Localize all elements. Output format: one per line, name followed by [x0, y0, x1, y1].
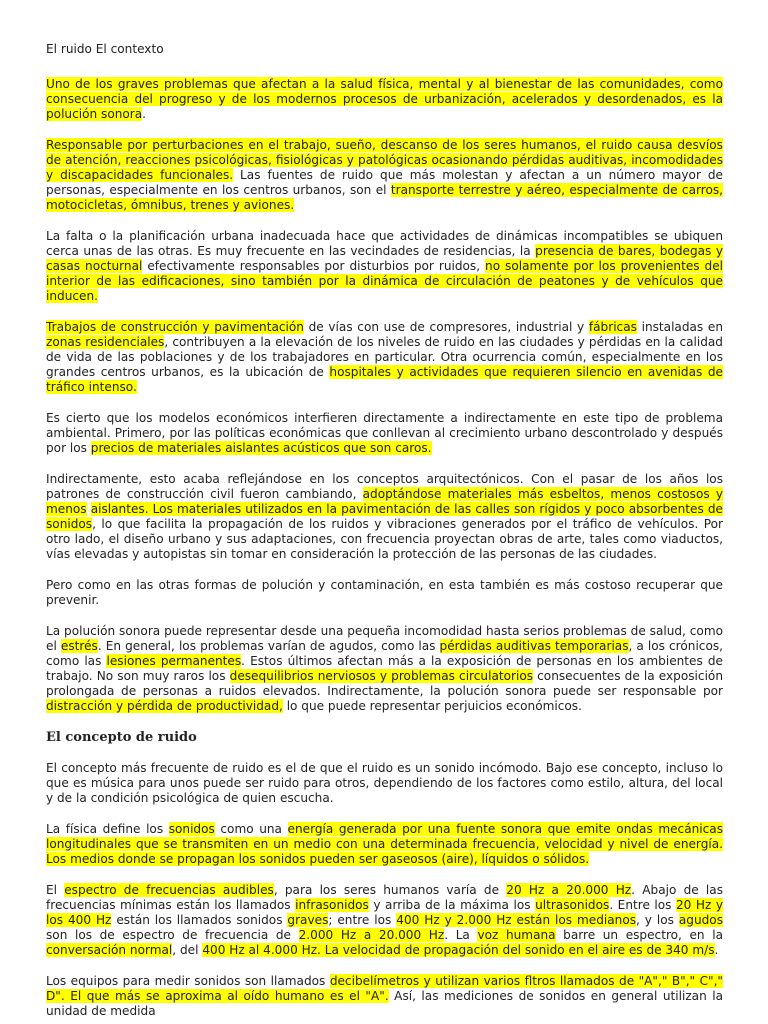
text-run: El	[46, 883, 65, 897]
highlighted-text: transporte terrestre y aéreo, especialmente de carros, motocicletas, ómnibus, trenes y aviones.	[46, 183, 723, 212]
text-run: ; entre los	[328, 913, 397, 927]
highlighted-text: energía generada por una fuente sonora que emite ondas mecánicas longitudinales que se transmiten en un medio con una determinada frecuencia, velocidad y nivel de energía. Los medios donde se propagan los sonidos pueden ser gaseosos (aire), líquidos o sólidos.	[46, 822, 723, 866]
paragraph	[46, 320, 723, 395]
highlighted-text: 20 Hz a 20.000 Hz	[506, 883, 632, 897]
highlighted-text: Uno de los graves problemas que afectan a la salud física, mental y al bienestar de las comunidades, como consecuencia del progreso y de los modernos procesos de urbanización, acelerados y desordenados, es la polución sonora	[46, 77, 723, 121]
text-run: Así, las mediciones de sonidos en general utilizan la unidad de medida	[46, 989, 724, 1018]
highlighted-text: presencia de bares, bodegas y casas nocturnal	[46, 244, 723, 273]
highlighted-text: distracción y pérdida de productividad,	[46, 699, 283, 713]
highlighted-text: conversación normal	[46, 943, 173, 957]
text-run: Las fuentes de ruido que más molestan y afectan a un número mayor de personas, especialmente en los centros urbanos, son el	[46, 168, 723, 197]
text-run: están los llamados sonidos	[111, 913, 288, 927]
highlighted-text: ultrasonidos	[535, 898, 610, 912]
highlighted-text: 400 Hz y 2.000 Hz están los medianos	[396, 913, 637, 927]
paragraph	[46, 411, 723, 456]
text-run: , del	[172, 943, 203, 957]
text-run: . Abajo de las frecuencias mínimas están los llamados	[46, 883, 723, 912]
text-run: . Entre los	[609, 898, 676, 912]
text-run: efectivamente responsables por disturbios por ruidos,	[142, 259, 486, 273]
highlighted-text: 2.000 Hz a 20.000 Hz	[298, 928, 445, 942]
text-run: lo que puede representar perjuicios económicos.	[282, 699, 582, 713]
highlighted-text: decibelímetros y utilizan varios fltros llamados de "A"," B"," C"," D". El que más se aproxima al oído humano es el "A".	[46, 974, 723, 1003]
text-run: , para los seres humanos varía de	[273, 883, 507, 897]
text-run: .	[714, 943, 719, 957]
section-heading: El concepto de ruido	[46, 730, 197, 745]
highlighted-text: agudos	[678, 913, 723, 927]
document-body	[46, 77, 723, 1019]
paragraph	[46, 77, 723, 122]
highlighted-text: 400 Hz al 4.000 Hz. La velocidad de propagación del sonido en el aire es de 340 m/s	[202, 943, 715, 957]
text-run: como una	[214, 822, 288, 836]
highlighted-text: 20 Hz y los 400 Hz	[46, 898, 723, 927]
highlighted-text: lesiones permanentes	[106, 654, 242, 668]
highlighted-text: voz humana	[477, 928, 556, 942]
text-run: de vías con use de compresores, industrial y	[303, 320, 589, 334]
text-run: La falta o la planificación urbana inadecuada hace que actividades de dinámicas incompatibles se ubiquen cerca unas de las otras. Es muy frecuente en las vecindades de residencias, la	[46, 229, 723, 258]
highlighted-text: aislantes. Los materiales utilizados en la pavimentación de las calles son rígidos y poco absorbentes de sonidos	[46, 502, 723, 531]
highlighted-text: estrés	[60, 639, 98, 653]
paragraph	[46, 822, 723, 867]
paragraph	[46, 578, 723, 608]
text-run: Es cierto que los modelos económicos interfieren directamente a indirectamente en este tipo de problema ambiental. Primero, por las políticas económicas que conllevan al crecimiento urbano descontrolado y después por los	[46, 411, 723, 455]
paragraph	[46, 624, 723, 714]
text-run: , y los	[636, 913, 679, 927]
highlighted-text: pérdidas auditivas temporarias	[439, 639, 629, 653]
text-run: son los de espectro de frecuencia de	[46, 928, 299, 942]
paragraph	[46, 138, 723, 213]
highlighted-text: Trabajos de construcción y pavimentación	[46, 320, 304, 334]
text-run: . Estos últimos afectan más a la exposición de personas en los ambientes de trabajo. No son muy raros los	[46, 654, 723, 683]
text-run: , contribuyen a la elevación de los niveles de ruido en las ciudades y pérdidas en la calidad de vida de las poblaciones y de los trabajadores en particular. Otra ocurrencia común, especialmente en los grandes centros urbanos, es la ubicación de	[46, 335, 723, 379]
text-run: La física define los	[46, 822, 169, 836]
text-run: . La	[444, 928, 478, 942]
text-run: , a los crónicos, como las	[46, 639, 723, 668]
text-run: y arriba de la máxima los	[368, 898, 536, 912]
paragraph	[46, 761, 723, 806]
highlighted-text: desequilibrios nerviosos y problemas circulatorios	[229, 669, 534, 683]
highlighted-text: Responsable por perturbaciones en el trabajo, sueño, descanso de los seres humanos, el ruido causa desvíos de atención, reacciones psicológicas, fisiológicas y patológicas ocasionando pérdidas auditivas, incomodidades y discapacidades funcionales.	[46, 138, 723, 182]
document-title: El ruido El contexto	[46, 42, 164, 56]
highlighted-text: adoptándose materiales más esbeltos, menos costosos y menos	[46, 487, 723, 516]
highlighted-text: precios de materiales aislantes acústicos que son caros.	[90, 441, 432, 455]
highlighted-text: zonas residenciales	[46, 335, 165, 349]
highlighted-text: no solamente por los provenientes del interior de las edificaciones, sino también por la dinámica de circulación de peatones y de vehículos que inducen.	[46, 259, 723, 303]
paragraph	[46, 883, 723, 958]
highlighted-text: sonidos	[168, 822, 215, 836]
paragraph	[46, 974, 723, 1019]
paragraph	[46, 229, 723, 304]
text-run: . En general, los problemas varían de agudos, como las	[97, 639, 440, 653]
text-run: La polución sonora puede representar desde una pequeña incomodidad hasta serios problemas de salud, como el	[46, 624, 723, 653]
highlighted-text: fábricas	[588, 320, 637, 334]
highlighted-text: infrasonidos	[295, 898, 369, 912]
text-run: El concepto más frecuente de ruido es el de que el ruido es un sonido incómodo. Bajo ese concepto, incluso lo que es música para unos puede ser ruido para otros, dependiendo de los factores como estilo, altura, del local y de la condición psicológica de quien escucha.	[46, 761, 723, 805]
text-run: instaladas en	[636, 320, 724, 334]
highlighted-text: hospitales y actividades que requieren silencio en avenidas de tráfico intenso.	[46, 365, 723, 394]
highlighted-text: espectro de frecuencias audibles	[64, 883, 274, 897]
paragraph	[46, 472, 723, 562]
text-run: Pero como en las otras formas de polución y contaminación, en esta también es más costoso recuperar que prevenir.	[46, 578, 723, 607]
text-run: .	[142, 107, 147, 121]
text-run: , lo que facilita la propagación de los ruidos y vibraciones generados por el tráfico de vehículos. Por otro lado, el diseño urbano y sus adaptaciones, con frecuencia proyectan obras de arte, tales como viaductos, vías elevadas y autopistas sin tomar en consideración la protección de las personas de las ciudades.	[46, 517, 723, 561]
text-run: barre un espectro, en la	[555, 928, 723, 942]
text-run: Indirectamente, esto acaba reflejándose en los conceptos arquitectónicos. Con el pasar de los años los patrones de construcción civil fueron cambiando,	[46, 472, 723, 501]
highlighted-text: graves	[287, 913, 329, 927]
text-run: Los equipos para medir sonidos son llamados	[46, 974, 330, 988]
text-run: consecuentes de la exposición prolongada de personas a ruidos elevados. Indirectamente, la polución sonora puede ser responsable por	[46, 669, 723, 698]
